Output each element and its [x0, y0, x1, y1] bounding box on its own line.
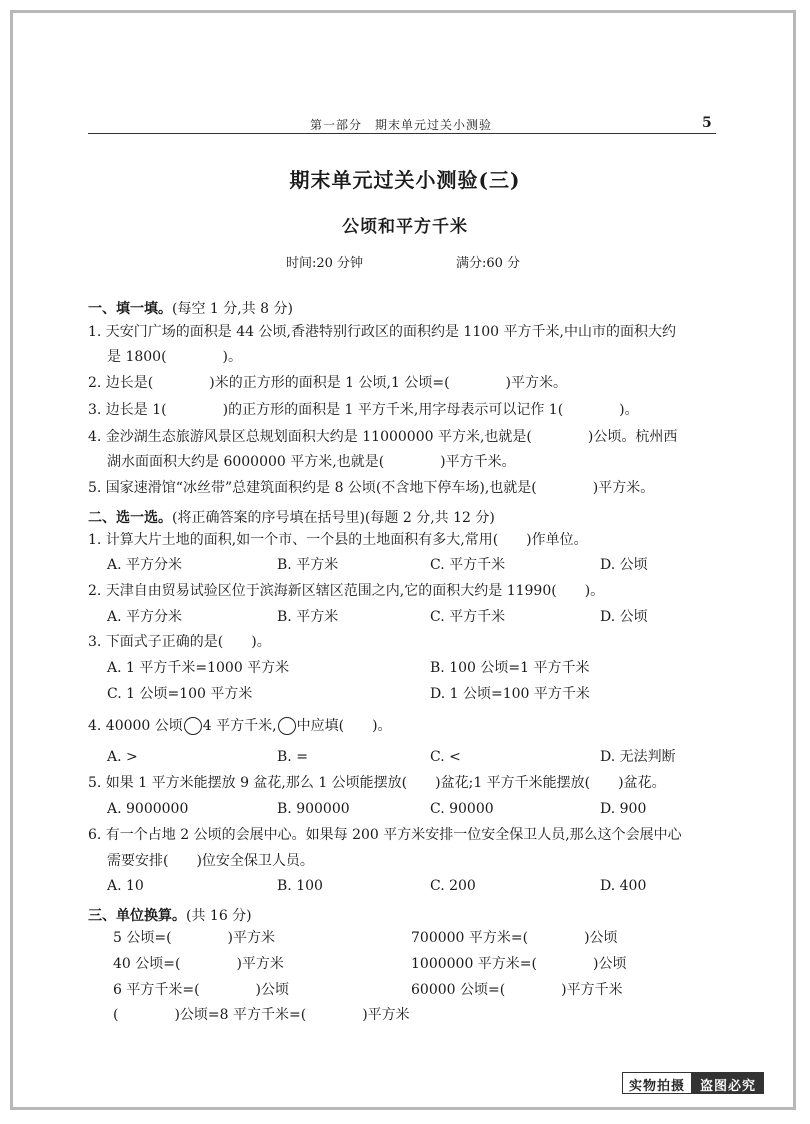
section3-heading: [88, 905, 252, 925]
page-subtitle: 公顷和平方千米: [342, 217, 468, 237]
s2-q4-part2: 4 平方千米,: [202, 718, 277, 734]
section1-title: 一、填一填。: [88, 301, 172, 317]
s3-r3-right: 60000 公顷=( )平方千米: [411, 982, 623, 998]
s3-r1-left: 5 公顷=( )平方米: [113, 930, 276, 946]
s2-q1: 1. 计算大片土地的面积,如一个市、一个县的土地面积有多大,常用( )作单位。: [88, 532, 588, 548]
s1-q4-line1: 4. 金沙湖生态旅游风景区总规划面积大约是 11000000 平方米,也就是( )公顷。杭州西: [88, 429, 678, 445]
s2-q3: 3. 下面式子正确的是( )。: [88, 634, 271, 650]
section1-note: (每空 1 分,共 8 分): [172, 301, 293, 317]
watermark-stamp: [622, 1072, 764, 1094]
header-rule: [88, 133, 716, 134]
s2-q6-opt-b: B. 100: [277, 878, 323, 894]
s2-q3-opt-c: C. 1 公顷=100 平方米: [107, 686, 253, 702]
s2-q6-line1: 6. 有一个占地 2 公顷的会展中心。如果每 200 平方米安排一位安全保卫人员,那么这个会展中心: [88, 827, 682, 843]
s2-q4-opt-a: A. >: [107, 749, 138, 765]
s2-q4-part1: 4. 40000 公顷: [88, 718, 183, 734]
s3-r4: ( )公顷=8 平方千米=( )平方米: [113, 1007, 410, 1023]
s2-q5: 5. 如果 1 平方米能摆放 9 盆花,那么 1 公顷能摆放( )盆花;1 平方千米能摆放( )盆花。: [88, 775, 666, 791]
stamp-right: 盗图必究: [692, 1072, 764, 1094]
s2-q4-opt-d: D. 无法判断: [600, 749, 676, 765]
s3-r1-right: 700000 平方米=( )公顷: [411, 930, 618, 946]
s1-q5: 5. 国家速滑馆“冰丝带”总建筑面积约是 8 公顷(不含地下停车场),也就是( )平方米。: [88, 480, 655, 496]
s2-q6-opt-c: C. 200: [430, 878, 476, 894]
full-score: 满分:60 分: [456, 256, 521, 271]
s2-q1-opt-c: C. 平方千米: [430, 557, 506, 573]
s2-q5-opt-d: D. 900: [600, 801, 647, 817]
s2-q4-part3: 中应填( )。: [296, 718, 392, 734]
s2-q6-opt-d: D. 400: [600, 878, 647, 894]
s2-q5-opt-a: A. 9000000: [107, 801, 189, 817]
s2-q1-opt-b: B. 平方米: [277, 557, 339, 573]
s3-r2-right: 1000000 平方米=( )公顷: [411, 956, 627, 972]
s2-q5-opt-b: B. 900000: [277, 801, 350, 817]
stamp-left: 实物拍摄: [622, 1072, 692, 1094]
page-number: 5: [702, 115, 712, 131]
s2-q6-line2: 需要安排( )位安全保卫人员。: [107, 853, 314, 869]
s2-q2-opt-b: B. 平方米: [277, 609, 339, 625]
s2-q3-opt-d: D. 1 公顷=100 平方千米: [430, 686, 590, 702]
s2-q2-opt-d: D. 公顷: [600, 609, 648, 625]
time-limit: 时间:20 分钟: [286, 256, 364, 271]
section3-note: (共 16 分): [186, 908, 252, 924]
section2-note: (将正确答案的序号填在括号里)(每题 2 分,共 12 分): [172, 510, 495, 526]
s2-q2: 2. 天津自由贸易试验区位于滨海新区辖区范围之内,它的面积大约是 11990( )。: [88, 583, 605, 599]
s1-q1-line2: 是 1800( )。: [107, 349, 243, 365]
s2-q4-opt-c: C. <: [430, 749, 461, 765]
circle-blank-icon: [278, 717, 296, 735]
s3-r3-left: 6 平方千米=( )公顷: [113, 982, 290, 998]
s2-q3-opt-a: A. 1 平方千米=1000 平方米: [107, 660, 290, 676]
s1-q1-line1: 1. 天安门广场的面积是 44 公顷,香港特别行政区的面积约是 1100 平方千米,中山市的面积大约: [88, 324, 676, 340]
s1-q2: 2. 边长是( )米的正方形的面积是 1 公顷,1 公顷=( )平方米。: [88, 375, 567, 391]
s1-q4-line2: 湖水面面积大约是 6000000 平方米,也就是( )平方千米。: [107, 454, 516, 470]
s1-q3: 3. 边长是 1( )的正方形的面积是 1 平方千米,用字母表示可以记作 1( )。: [88, 402, 639, 418]
page-title: 期末单元过关小测验(三): [289, 168, 521, 192]
section2-heading: [88, 507, 495, 527]
s2-q2-opt-a: A. 平方分米: [107, 609, 183, 625]
circle-blank-icon: [184, 717, 202, 735]
section1-heading: [88, 298, 293, 318]
s2-q6-opt-a: A. 10: [107, 878, 144, 894]
s2-q1-opt-d: D. 公顷: [600, 557, 648, 573]
s3-r2-left: 40 公顷=( )平方米: [113, 956, 284, 972]
running-header: 第一部分 期末单元过关小测验: [310, 118, 493, 132]
s2-q4: [88, 717, 392, 735]
s2-q3-opt-b: B. 100 公顷=1 平方千米: [430, 660, 590, 676]
s2-q4-opt-b: B. =: [277, 749, 308, 765]
section3-title: 三、单位换算。: [88, 908, 186, 924]
s2-q1-opt-a: A. 平方分米: [107, 557, 183, 573]
s2-q5-opt-c: C. 90000: [430, 801, 494, 817]
s2-q2-opt-c: C. 平方千米: [430, 609, 506, 625]
section2-title: 二、选一选。: [88, 510, 172, 526]
